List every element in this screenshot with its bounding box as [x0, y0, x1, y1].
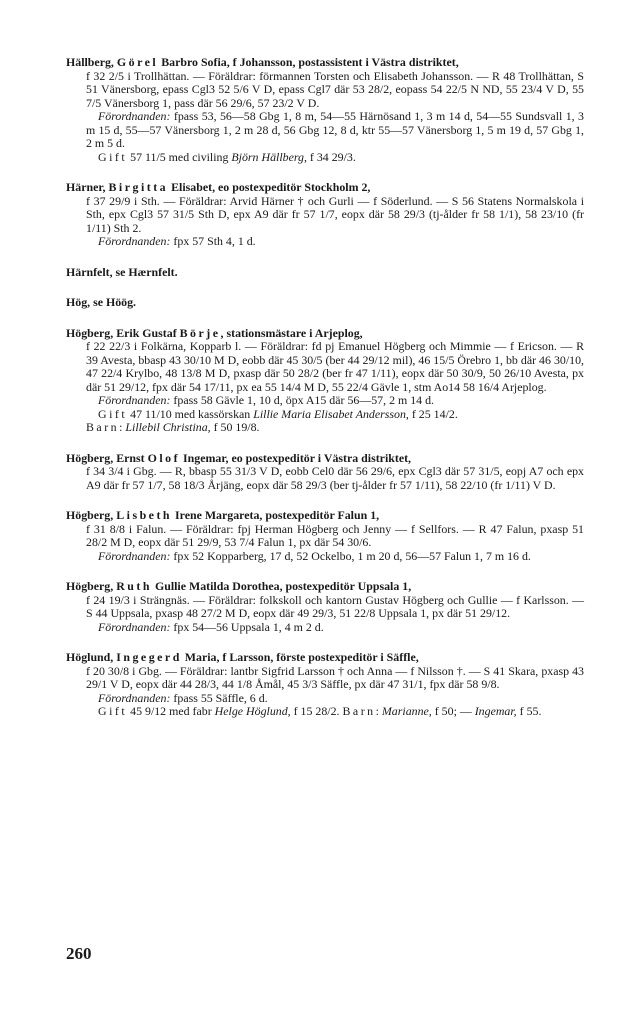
heading-callname: Lisbeth — [116, 508, 173, 522]
entry-harner-birgitta — [66, 181, 584, 249]
entry-heading — [66, 509, 584, 523]
entry-heading — [66, 327, 584, 341]
heading-rest: , stationsmästare i Arjeplog, — [220, 325, 363, 340]
gift-label: Gift — [98, 406, 128, 421]
entry-hogberg-ruth — [66, 580, 584, 634]
gift-text-end: f 25 14/2. — [408, 406, 458, 421]
spouse-name: Björn Hällberg, — [231, 149, 307, 164]
heading-surname: Härner, — [66, 180, 109, 194]
forordnanden-label: Förordnanden: — [98, 234, 171, 248]
barn-text: : — [375, 704, 382, 718]
heading-callname: Birgitta — [108, 180, 169, 194]
entry-hogberg-borje — [66, 327, 584, 435]
entry-gift — [66, 408, 584, 422]
heading-rest: Elisabet, eo postexpeditör Stockholm 2, — [168, 180, 371, 194]
barn-label: Barn — [86, 420, 120, 434]
forordnanden-label: Förordnanden: — [98, 393, 171, 407]
barn-text-end: f 50 19/8. — [210, 420, 260, 434]
forordnanden-text: fpass 53, 56—58 Gbg 1, 8 m, 54—55 Härnösand 1, 3 m 14 d, 54—55 Sundsvall 1, 3 m 15 d, 55—57 Vänersborg 1, 2 m 28 d, 56 Gbg 12, 8 d, ktr 55—57 Vänersborg 1, 5 m 19 d, 57 Gbg 1, 2 m 5 d. — [86, 109, 584, 150]
spouse-name: Helge Höglund, — [214, 704, 291, 718]
heading-rest: Gullie Matilda Dorothea, postexpeditör Uppsala 1, — [151, 579, 412, 593]
gift-label: Gift — [98, 704, 128, 718]
cross-reference-text: Härnfelt, se Hærnfelt. — [66, 264, 178, 279]
heading-rest: Maria, f Larsson, förste postexpeditör i Säffle, — [181, 650, 419, 664]
entry-body: f 37 29/9 i Sth. — Föräldrar: Arvid Härner † och Gurli — f Söderlund. — S 56 Statens Normalskola i Sth, epx Cgl3 57 31/5 Sth D, epx A9 där fr 57 1/7, eopx där 58 29/3 (tj-ålder fr 58 1/1), 58 23/10 (fr 1/11) Sth 2. — [86, 193, 584, 235]
forordnanden-text: fpx 54—56 Uppsala 1, 4 m 2 d. — [170, 619, 324, 634]
barn-text: : — [119, 420, 126, 434]
heading-surname: Höglund, — [66, 650, 117, 664]
barn-text-mid: f 50; — — [431, 704, 475, 718]
heading-rest: Irene Margareta, postexpeditör Falun 1, — [172, 508, 380, 522]
forordnanden-text: fpass 55 Säffle, 6 d. — [170, 690, 268, 705]
gift-text-end: f 34 29/3. — [306, 149, 356, 164]
page-content — [66, 56, 584, 736]
spouse-name: Lillie Maria Elisabet Andersson, — [253, 406, 409, 421]
child-name: Lillebil Christina, — [125, 420, 211, 434]
heading-surname: Högberg, Ernst — [66, 450, 148, 465]
barn-label: Barn — [342, 704, 376, 718]
gift-label: Gift — [98, 149, 128, 164]
gift-text: 47 11/10 med kassörskan — [127, 406, 254, 421]
entry-ref-harnfelt — [66, 266, 584, 280]
entry-body: f 34 3/4 i Gbg. — R, bbasp 55 31/3 V D, eobb Cel0 där 56 29/6, epx Cgl3 där 57 31/5, eopj A7 och epx A9 där fr 57 1/7, 58 18/3 Årjäng, eopx där 58 29/3 (ber tj-ålder fr 57 1/11), 58 22/10 (fr 1/11) V D. — [86, 464, 584, 492]
barn-text-end: f 55. — [516, 704, 542, 718]
entry-hogberg-lisbeth — [66, 509, 584, 563]
forordnanden-text: fpx 52 Kopparberg, 17 d, 52 Ockelbo, 1 m 20 d, 56—57 Falun 1, 7 m 16 d. — [170, 548, 531, 563]
page-number: 260 — [66, 944, 92, 963]
entry-heading — [66, 56, 584, 70]
entry-forordnanden — [66, 550, 584, 564]
heading-surname: Högberg, — [66, 579, 117, 593]
gift-text-end: f 15 28/2. — [290, 704, 343, 718]
entry-forordnanden — [66, 621, 584, 635]
heading-callname: Ruth — [116, 579, 152, 593]
entry-forordnanden — [66, 394, 584, 408]
child-name: Marianne, — [381, 704, 432, 718]
entry-heading — [66, 181, 584, 195]
heading-surname: Högberg, — [66, 508, 117, 522]
entry-gift — [66, 151, 584, 165]
entry-heading — [66, 651, 584, 665]
entry-body: f 31 8/8 i Falun. — Föräldrar: fpj Herman Högberg och Jenny — f Sellfors. — R 47 Falun, pxasp 51 28/2 M D, eopx där 51 29/9, 53 7/4 Falun 1, px där 54 30/6. — [86, 521, 584, 549]
entry-heading — [66, 452, 584, 466]
entry-barn — [66, 421, 584, 435]
gift-text: 45 9/12 med fabr — [127, 704, 215, 718]
cross-reference — [66, 266, 584, 280]
heading-callname: Ingegerd — [116, 650, 182, 664]
forordnanden-text: fpass 58 Gävle 1, 10 d, öpx A15 där 56—57, 2 m 14 d. — [170, 393, 434, 407]
entry-hoglund-ingegerd — [66, 651, 584, 719]
gift-text: 57 11/5 med civiling — [127, 149, 232, 164]
entry-hogberg-olof — [66, 452, 584, 493]
heading-rest: Barbro Sofia, f Johansson, postassistent i Västra distriktet, — [158, 55, 459, 69]
entry-gift — [66, 705, 584, 719]
forordnanden-label: Förordnanden: — [98, 619, 171, 634]
child-name-2: Ingemar, — [474, 704, 517, 718]
forordnanden-label: Förordnanden: — [98, 690, 171, 705]
entry-forordnanden — [66, 235, 584, 249]
entry-body: f 22 22/3 i Folkärna, Kopparb l. — Föräldrar: fd pj Emanuel Högberg och Mimmie — f Ericson. — R 39 Avesta, bbasp 43 30/10 M D, eobb där 45 30/5 (ber 44 29/12 mil), 46 15/5 Örebro 1, bb där 46 30/10, 47 22/4 Krylbo, 48 13/8 M D, pxasp där 50 28/2 (ber fr 47 1/11), eopx där 50 30/9, 50 26/10 Avesta, px där 51 29/12, fpx där 54 17/11, px ea 55 14/4 M D, 55 22/4 Gävle 1, stm Ao14 58 16/4 Arjeplog. — [86, 339, 584, 394]
entry-ref-hog — [66, 296, 584, 310]
cross-reference — [66, 296, 584, 310]
entry-forordnanden — [66, 692, 584, 706]
heading-rest: Ingemar, eo postexpeditör i Västra distriktet, — [180, 450, 412, 465]
heading-surname: Hällberg, — [66, 55, 117, 69]
heading-callname: Olof — [147, 450, 181, 465]
heading-callname: Görel — [116, 55, 159, 69]
forordnanden-label: Förordnanden: — [98, 548, 171, 563]
cross-reference-text: Hög, se Höög. — [66, 295, 137, 309]
forordnanden-label: Förordnanden: — [98, 109, 171, 123]
forordnanden-text: fpx 57 Sth 4, 1 d. — [170, 234, 256, 248]
entry-heading — [66, 580, 584, 594]
entry-hallberg-gorel — [66, 56, 584, 164]
heading-surname: Högberg, Erik Gustaf — [66, 325, 180, 340]
entry-forordnanden — [66, 110, 584, 151]
entry-body: f 32 2/5 i Trollhättan. — Föräldrar: förmannen Torsten och Elisabeth Johansson. — R 48 Trollhättan, S 51 Vänersborg, epass Cgl3 52 5/6 V D, epass Cgl7 där 53 28/2, eopass 54 22/5 N ND, 55 23/4 V D, 55 7/5 Vänersborg 1, pass där 56 29/6, 57 23/2 V D. — [86, 68, 584, 110]
entry-body: f 24 19/3 i Strängnäs. — Föräldrar: folkskoll och kantorn Gustav Högberg och Gullie — f Karlsson. — S 44 Uppsala, pxasp 48 27/2 M D, eopx där 49 29/3, 51 22/8 Uppsala 1, px där 51 29/12. — [86, 592, 584, 620]
entry-body: f 20 30/8 i Gbg. — Föräldrar: lantbr Sigfrid Larsson † och Anna — f Nilsson †. — S 41 Skara, pxasp 43 29/1 V D, eopx där 44 28/3, 44 1/8 Åmål, 45 3/3 Säffle, px där 47 31/1, fpx där 58 9/8. — [86, 663, 584, 691]
heading-callname: Börje — [179, 325, 221, 340]
